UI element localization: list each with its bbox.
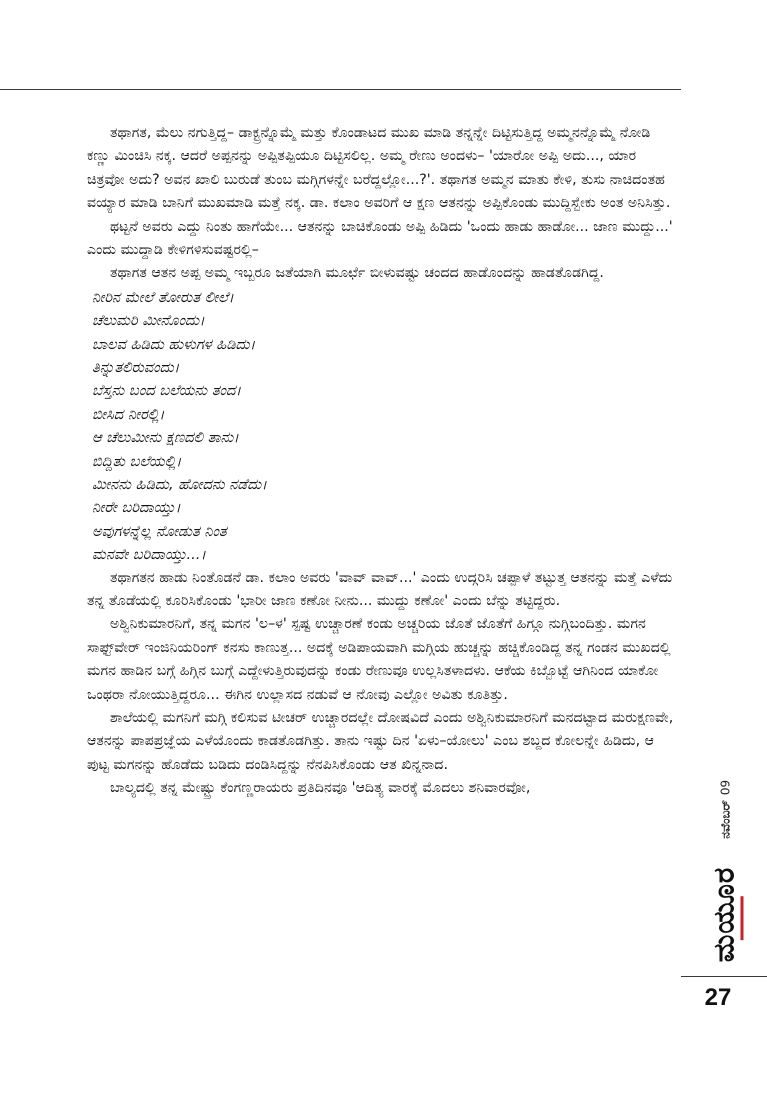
paragraph: ತಥಾಗತ, ಮೆಲು ನಗುತ್ತಿದ್ದ– ಡಾಕ್ಟ್ರನ್ನೊಮ್ಮೆ ಮತ್ತು ಕೊಂಡಾಟದ ಮುಖ ಮಾಡಿ ತನ್ನನ್ನೇ ದಿಟ್ಟಿಸುತ್ತಿದ್ದ ಅಮ್ಮನನ್ನೊಮ್ಮೆ ನೋಡಿ ಕಣ್ಣು ಮಿಂಚಿಸಿ ನಕ್ಕ. ಆದರೆ ಅಪ್ಪನನ್ನು ಅಪ್ಪಿತಪ್ಪಿಯೂ ದಿಟ್ಟಿಸಲಿಲ್ಲ. ಅಮ್ಮ ರೇಣು ಅಂದಳು– 'ಯಾರೋ ಅಪ್ಪಿ ಅದು..., ಯಾರ ಚಿತ್ರವೋ ಅದು? ಅವನ ಖಾಲಿ ಬುರುಡೆ ತುಂಬ ಮಗ್ಗಿಗಳನ್ನೇ ಬರೆದ್ದಲ್ಲೋ...?'. ತಥಾಗತ ಅಮ್ಮನ ಮಾತು ಕೇಳಿ, ತುಸು ನಾಚಿದಂತಹ ವಯ್ಯಾರ ಮಾಡಿ ಬಾನಿಗೆ ಮುಖಮಾಡಿ ಮತ್ತೆ ನಕ್ಕ. ಡಾ. ಕಲಾಂ ಅವರಿಗೆ ಆ ಕ್ಷಣ ಆತನನ್ನು ಅಪ್ಪಿಕೊಂಡು ಮುದ್ದಿಸ್ಬೇಕು ಅಂತ ಅನಿಸಿತ್ತು.: [87, 125, 671, 212]
verse-line: ಚೆಲುಮರಿ ಮೀನೊಂದು।: [92, 312, 205, 330]
article-body: [87, 122, 675, 801]
paragraph: ತಥಾಗತ ಆತನ ಅಪ್ಪ ಅಮ್ಮ ಇಬ್ಬರೂ ಜತೆಯಾಗಿ ಮೂರ್ಛೆ ಬೀಳುವಷ್ಟು ಚಂದದ ಹಾಡೊಂದನ್ನು ಹಾಡತೊಡಗಿದ್ದ.: [110, 265, 604, 282]
song-verse: [87, 286, 675, 567]
paragraph: ಥಟ್ಟನೆ ಅವರು ಎದ್ದು ನಿಂತು ಹಾಗೆಯೇ... ಆತನನ್ನು ಬಾಚಿಕೊಂಡು ಅಪ್ಪಿ ಹಿಡಿದು 'ಒಂದು ಹಾಡು ಹಾಡೋ... ಜಾಣ ಮುದ್ದು...' ಎಂದು ಮುದ್ದಾಡಿ ಕೇಳಿಗಳಿಸುವಷ್ಟರಲ್ಲಿ–: [87, 218, 673, 259]
issue-month: ನವೆಂಬರ್: [718, 800, 733, 839]
verse-line: ಬೆಸ್ತನು ಬಂದ ಬಲೆಯನು ತಂದ।: [92, 382, 241, 400]
verse-line: ಮೀನನು ಹಿಡಿದು, ಹೋದನು ನಡೆದು।: [92, 475, 267, 493]
magazine-masthead: [707, 867, 742, 962]
verse-line: ಆ ಚೆಲುಮೀನು ಕ್ಷಣದಲಿ ತಾನು।: [92, 429, 239, 447]
masthead-accent: [741, 896, 744, 940]
paragraph: ಅಶ್ವಿನಿಕುಮಾರನಿಗೆ, ತನ್ನ ಮಗನ 'ಲ–ಳ' ಸ್ಪಷ್ಟ ಉಚ್ಚಾರಣೆ ಕಂಡು ಅಚ್ಚರಿಯ ಜೊತೆ ಜೊತೆಗೆ ಹಿಗ್ಗೂ ನುಗ್ಗಿಬಂದಿತ್ತು. ಮಗನ ಸಾಫ್ಟ್‌ವೇರ್ ಇಂಜಿನಿಯರಿಂಗ್ ಕನಸು ಕಾಣುತ್ತ... ಅದಕ್ಕೆ ಅಡಿಪಾಯವಾಗಿ ಮಗ್ಗಿಯ ಹುಚ್ಚನ್ನು ಹಚ್ಚಿಕೊಂಡಿದ್ದ ತನ್ನ ಗಂಡನ ಮುಖದಲ್ಲಿ ಮಗನ ಹಾಡಿನ ಬಗ್ಗೆ ಹಿಗ್ಗಿನ ಬುಗ್ಗೆ ಎದ್ದೇಳುತ್ತಿರುವುದನ್ನು ಕಂಡು ರೇಣುವೂ ಉಲ್ಲಸಿತಳಾದಳು. ಆಕೆಯ ಕಿಬ್ಬೊಟ್ಟೆ ಆಗಿನಿಂದ ಯಾಕೋ ಒಂಥರಾ ನೋಯುತ್ತಿದ್ದರೂ... ಈಗಿನ ಉಲ್ಲಾಸದ ನಡುವೆ ಆ ನೋವು ಎಲ್ಲೋ ಅವಿತು ಕೂತಿತ್ತು.: [87, 616, 671, 703]
paragraph: ಶಾಲೆಯಲ್ಲಿ ಮಗನಿಗೆ ಮಗ್ಗಿ ಕಲಿಸುವ ಟೀಚರ್ ಉಚ್ಚಾರದಲ್ಲೇ ದೋಷವಿದೆ ಎಂದು ಅಶ್ವಿನಿಕುಮಾರನಿಗೆ ಮನದಟ್ಟಾದ ಮರುಕ್ಷಣವೇ, ಆತನನ್ನು ಪಾಪಪ್ರಜ್ಞೆಯ ಎಳೆಯೊಂದು ಕಾಡತೊಡಗಿತ್ತು. ತಾನು ಇಷ್ಟು ದಿನ 'ಏಳು–ಯೋಲು' ಎಂಬ ಶಬ್ದದ ಕೋಲನ್ನೇ ಹಿಡಿದು, ಆ ಪುಟ್ಟ ಮಗನನ್ನು ಹೊಡೆದು ಬಡಿದು ದಂಡಿಸಿದ್ದನ್ನು ನೆನಪಿಸಿಕೊಂಡು ಆತ ಖಿನ್ನನಾದ.: [87, 709, 674, 773]
verse-line: ಬೀಸಿದ ನೀರಲ್ಲಿ।: [92, 405, 165, 423]
verse-line: ನೀರೇ ಬರಿದಾಯ್ತು।: [92, 499, 181, 517]
paragraph: ಬಾಲ್ಯದಲ್ಲಿ ತನ್ನ ಮೇಷ್ಟ್ರು ಕೆಂಗಣ್ಣರಾಯರು ಪ್ರತಿದಿನವೂ 'ಆದಿತ್ಯ ವಾರಕ್ಕೆ ಮೊದಲು ಶನಿವಾರವೋ,: [110, 780, 531, 797]
issue-year: 09: [718, 779, 733, 796]
verse-line: ಬಾಲವ ಹಿಡಿದು ಹುಳುಗಳ ಹಿಡಿದು।: [92, 335, 256, 353]
verse-line: ನೀರಿನ ಮೇಲೆ ತೋರುತ ಲೀಲೆ।: [92, 288, 234, 306]
masthead-text: ಮಯೂರ: [706, 866, 741, 963]
verse-line: ಅವುಗಳನ್ನೆಲ್ಲ ನೋಡುತ ನಿಂತ: [92, 522, 227, 540]
footer-rule: [681, 976, 767, 977]
verse-line: ತಿನ್ನುತಲಿರುವಂದು।: [92, 359, 180, 377]
verse-line: ಮನವೇ ಬರಿದಾಯ್ತು...।: [92, 546, 206, 564]
issue-date: [715, 780, 734, 839]
top-rule: [0, 89, 681, 90]
paragraph: ತಥಾಗತನ ಹಾಡು ನಿಂತೊಡನೆ ಡಾ. ಕಲಾಂ ಅವರು 'ವಾವ್ ವಾವ್...' ಎಂದು ಉದ್ಗರಿಸಿ ಚಪ್ಪಾಳೆ ತಟ್ಟುತ್ತ ಆತನನ್ನು ಮತ್ತೆ ಎಳೆದು ತನ್ನ ತೊಡೆಯಲ್ಲಿ ಕೂರಿಸಿಕೊಂಡು 'ಭಾರೀ ಜಾಣ ಕಣೋ ನೀನು... ಮುದ್ದು ಕಣೋ' ಎಂದು ಬೆನ್ನು ತಟ್ಟಿದ್ದರು.: [87, 569, 673, 609]
page-number: 27: [704, 984, 732, 1011]
magazine-sidebar: [700, 766, 748, 976]
verse-line: ಬಿದ್ದಿತು ಬಲೆಯಲ್ಲಿ।: [92, 452, 182, 470]
